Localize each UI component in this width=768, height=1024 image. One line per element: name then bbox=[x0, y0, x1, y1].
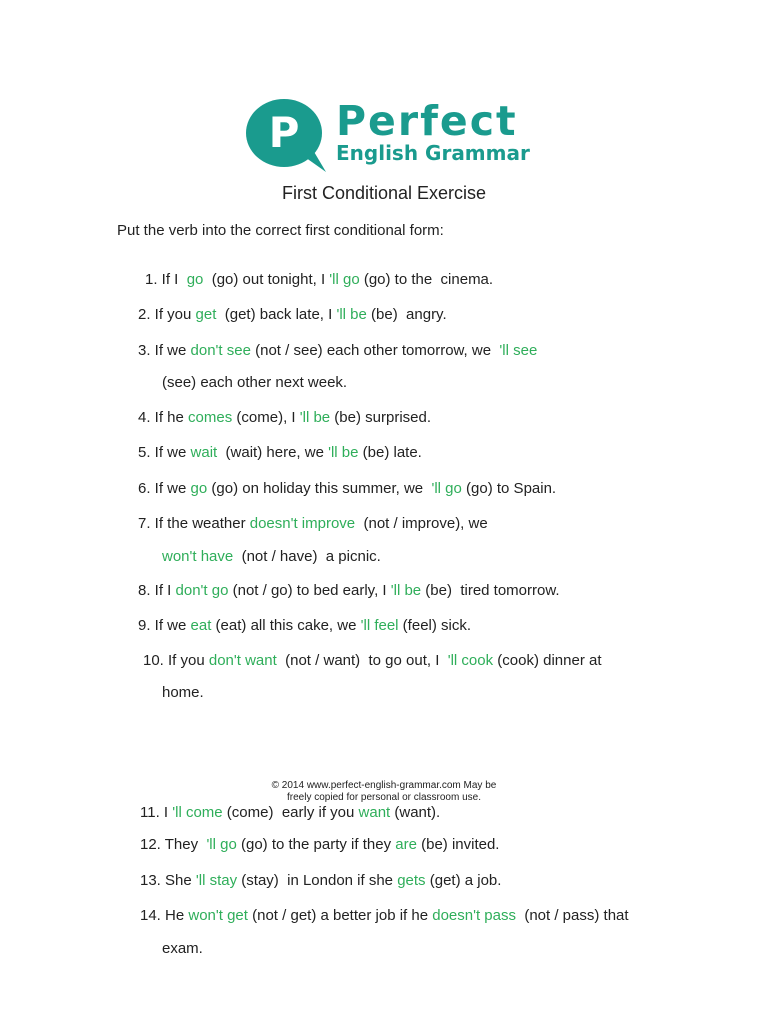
exercise-text: (be) surprised. bbox=[330, 409, 432, 426]
answer-text: 'll go bbox=[431, 480, 462, 497]
exercise-line bbox=[145, 271, 493, 289]
answer-text: won't have bbox=[162, 548, 234, 565]
exercise-text: 11. I bbox=[140, 804, 173, 821]
exercise-text: (be) invited. bbox=[416, 836, 500, 853]
exercise-text: (not / go) to bed early, I bbox=[228, 582, 391, 599]
exercise-text: (stay) in London if she bbox=[237, 872, 398, 889]
answer-text: doesn't improve bbox=[249, 515, 356, 532]
answer-text: 'll be bbox=[390, 582, 422, 599]
logo-perfect: Perfect bbox=[336, 97, 518, 145]
answer-text: gets bbox=[397, 872, 426, 889]
exercise-text: 14. He bbox=[140, 907, 189, 924]
exercise-text: (go) to the party if they bbox=[236, 836, 396, 853]
answer-text: 'll go bbox=[206, 836, 237, 853]
exercise-line bbox=[162, 374, 347, 392]
answer-text: 'll come bbox=[172, 804, 223, 821]
exercise-text: (get) back late, I bbox=[216, 306, 337, 323]
answer-text: go bbox=[186, 271, 204, 288]
exercise-text: 10. If you bbox=[143, 652, 209, 669]
exercise-text: (not / get) a better job if he bbox=[247, 907, 433, 924]
copyright-line-2: freely copied for personal or classroom use. bbox=[287, 792, 481, 803]
exercise-text: (not / want) to go out, I bbox=[276, 652, 448, 669]
logo bbox=[244, 97, 534, 173]
exercise-line bbox=[138, 515, 488, 533]
answer-text: 'll go bbox=[329, 271, 360, 288]
exercise-line bbox=[138, 306, 447, 324]
exercise-text: (eat) all this cake, we bbox=[211, 617, 361, 634]
instruction-text: Put the verb into the correct first conditional form: bbox=[117, 222, 444, 239]
exercise-text: (be) angry. bbox=[366, 306, 447, 323]
exercise-text: 5. If we bbox=[138, 444, 191, 461]
exercise-text: (get) a job. bbox=[425, 872, 502, 889]
copyright-line-1: © 2014 www.perfect-english-grammar.com May be bbox=[271, 780, 497, 791]
answer-text: won't get bbox=[188, 907, 248, 924]
exercise-text: 4. If he bbox=[138, 409, 189, 426]
exercise-text: (come), I bbox=[232, 409, 300, 426]
exercise-text: (not / have) a picnic. bbox=[233, 548, 381, 565]
answer-text: don't want bbox=[208, 652, 277, 669]
exercise-text: (see) each other next week. bbox=[162, 374, 348, 391]
exercise-line bbox=[140, 804, 440, 822]
exercise-text: (go) to the cinema. bbox=[359, 271, 494, 288]
exercise-text: 7. If the weather bbox=[138, 515, 250, 532]
exercise-text: 6. If we bbox=[138, 480, 191, 497]
answer-text: comes bbox=[188, 409, 233, 426]
exercise-line bbox=[138, 480, 556, 498]
exercise-line bbox=[162, 940, 203, 958]
exercise-text: (feel) sick. bbox=[398, 617, 472, 634]
exercise-text: (cook) dinner at bbox=[493, 652, 602, 669]
exercise-line bbox=[138, 582, 560, 600]
exercise-text: (want). bbox=[390, 804, 441, 821]
exercise-line bbox=[162, 548, 381, 566]
exercise-text: 8. If I bbox=[138, 582, 176, 599]
exercise-text: 12. They bbox=[140, 836, 207, 853]
answer-text: wait bbox=[190, 444, 218, 461]
exercise-line bbox=[138, 617, 471, 635]
answer-text: 'll cook bbox=[447, 652, 494, 669]
answer-text: don't go bbox=[175, 582, 229, 599]
copyright-footer bbox=[0, 780, 768, 804]
exercise-text: (not / see) each other tomorrow, we bbox=[250, 342, 500, 359]
exercise-text: 1. If I bbox=[145, 271, 187, 288]
answer-text: 'll be bbox=[336, 306, 367, 323]
exercise-text: 9. If we bbox=[138, 617, 191, 634]
answer-text: want bbox=[358, 804, 391, 821]
exercise-line bbox=[138, 342, 537, 360]
answer-text: go bbox=[190, 480, 208, 497]
answer-text: 'll be bbox=[299, 409, 331, 426]
logo-english-grammar: English Grammar bbox=[336, 141, 530, 165]
exercise-text: (be) late. bbox=[358, 444, 422, 461]
exercise-line bbox=[140, 836, 499, 854]
exercise-text: (go) on holiday this summer, we bbox=[207, 480, 432, 497]
exercise-text: (not / pass) that bbox=[516, 907, 629, 924]
exercise-text: exam. bbox=[162, 940, 203, 957]
answer-text: eat bbox=[190, 617, 212, 634]
speech-bubble-p-icon bbox=[244, 97, 330, 173]
exercise-line bbox=[143, 652, 602, 670]
exercise-line bbox=[138, 444, 422, 462]
exercise-line bbox=[140, 872, 501, 890]
exercise-text: (not / improve), we bbox=[355, 515, 488, 532]
answer-text: 'll be bbox=[328, 444, 359, 461]
answer-text: 'll see bbox=[499, 342, 538, 359]
exercise-line bbox=[140, 907, 629, 925]
exercise-line bbox=[162, 684, 204, 702]
exercise-text: 2. If you bbox=[138, 306, 196, 323]
answer-text: are bbox=[395, 836, 417, 853]
exercise-text: (wait) here, we bbox=[217, 444, 329, 461]
logo-letter: P bbox=[268, 108, 300, 157]
exercise-text: home. bbox=[162, 684, 204, 701]
answer-text: 'll feel bbox=[360, 617, 399, 634]
answer-text: 'll stay bbox=[195, 872, 238, 889]
exercise-text: (go) to Spain. bbox=[461, 480, 557, 497]
exercise-text: (go) out tonight, I bbox=[203, 271, 330, 288]
exercise-text: (be) tired tomorrow. bbox=[421, 582, 560, 599]
answer-text: don't see bbox=[190, 342, 251, 359]
exercise-text: 3. If we bbox=[138, 342, 191, 359]
page-title: First Conditional Exercise bbox=[281, 183, 487, 203]
exercise-line bbox=[138, 409, 431, 427]
exercise-text: (come) early if you bbox=[222, 804, 359, 821]
exercise-text: 13. She bbox=[140, 872, 196, 889]
answer-text: get bbox=[195, 306, 217, 323]
answer-text: doesn't pass bbox=[432, 907, 516, 924]
